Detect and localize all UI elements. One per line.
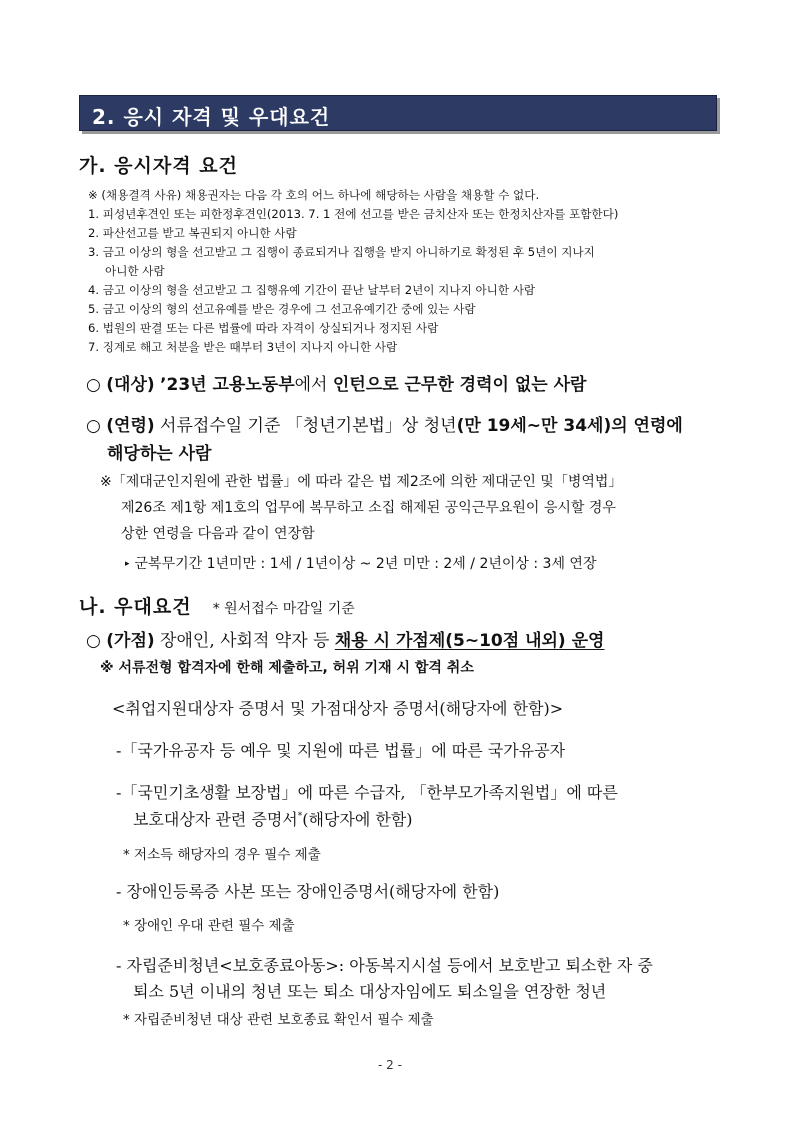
triangle-bullet-icon: ▸ (125, 559, 130, 569)
extension-line (125, 553, 596, 573)
doc-item-suffix: (해당자에 한함) (302, 810, 413, 829)
disqualify-item-cont: 아니한 사람 (105, 264, 165, 278)
age-label: (연령) (106, 416, 155, 436)
bullet-circle: ○ (86, 375, 101, 395)
doc-item: -「국민기초생활 보장법」에 따른 수급자, 「한부모가족지원법」에 따른 (116, 783, 618, 802)
doc-item-note: * 저소득 해당자의 경우 필수 제출 (123, 847, 321, 863)
disqualify-item: 3. 금고 이상의 형을 선고받고 그 집행이 종료되거나 집행을 받지 아니하기로 확정된 후 5년이 지나지 (88, 245, 595, 259)
target-mid: 에서 (294, 375, 328, 395)
doc-item-cont (133, 807, 413, 830)
disqualify-item: 4. 금고 이상의 형을 선고받고 그 집행유예 기간이 끝난 날부터 2년이 지나지 아니한 사람 (88, 283, 536, 297)
age-requirement (86, 411, 683, 436)
target-requirement (86, 370, 586, 395)
disqualify-item: 2. 파산선고를 받고 복권되지 아니한 사람 (88, 226, 297, 240)
page-number: - 2 - (378, 1058, 402, 1072)
doc-item: - 자립준비청년<보호종료아동>: 아동복지시설 등에서 보호받고 퇴소한 자 중 (116, 956, 653, 975)
disqualify-item: 6. 법원의 판결 또는 다른 법률에 따라 자격이 상실되거나 정지된 사람 (88, 321, 439, 335)
section-header-bar (79, 95, 717, 131)
bonus-text: 장애인, 사회적 약자 등 (160, 631, 330, 651)
warning-note: ※ 서류전형 합격자에 한해 제출하고, 허위 기재 시 합격 취소 (100, 660, 474, 676)
bonus-requirement (86, 626, 604, 651)
doc-item-note: * 자립준비청년 대상 관련 보호종료 확인서 필수 제출 (123, 1012, 434, 1028)
disqualify-item: 1. 피성년후견인 또는 피한정후견인(2013. 7. 1 전에 선고를 받은 금치산자 또는 한정치산자를 포함한다) (88, 207, 619, 221)
disqualify-item: 7. 징계로 해고 처분을 받은 때부터 3년이 지나지 아니한 사람 (88, 340, 398, 354)
doc-item: -「국가유공자 등 예우 및 지원에 따른 법률」에 따른 국가유공자 (116, 741, 566, 760)
doc-item-cont: 퇴소 5년 이내의 청년 또는 퇴소 대상자임에도 퇴소일을 연장한 청년 (133, 982, 607, 1001)
disqualify-note: ※ (채용결격 사유) 채용권자는 다음 각 호의 어느 하나에 해당하는 사람을 채용할 수 없다. (88, 188, 540, 202)
doc-item-text: 보호대상자 관련 증명서 (133, 810, 298, 829)
doc-item-note: * 장애인 우대 관련 필수 제출 (123, 918, 295, 934)
military-note-line: ※「제대군인지원에 관한 법률」에 따라 같은 법 제2조에 의한 제대군인 및「병역법」 (100, 474, 623, 490)
docs-title: <취업지원대상자 증명서 및 가점대상자 증명서(해당자에 한함)> (112, 699, 564, 718)
section-b-heading (79, 592, 355, 619)
section-b-basis: * 원서접수 마감일 기준 (212, 601, 355, 617)
doc-item: - 장애인등록증 사본 또는 장애인증명서(해당자에 한함) (116, 882, 500, 901)
military-note-line: 제26조 제1항 제1호의 업무에 복무하고 소집 해제된 공익근무요원이 응시할 경우 (121, 500, 616, 516)
age-requirement-cont (107, 439, 211, 464)
age-strong-1: (만 19세~만 34세)의 연령에 (456, 416, 683, 436)
section-b-title: 나. 우대요건 (79, 596, 192, 618)
target-ministry: ’23년 고용노동부 (160, 375, 295, 395)
bullet-circle: ○ (86, 416, 101, 436)
target-strong: 인턴으로 근무한 경력이 없는 사람 (332, 375, 587, 395)
bullet-circle: ○ (86, 631, 101, 651)
disqualify-item: 5. 금고 이상의 형의 선고유예를 받은 경우에 그 선고유예기간 중에 있는 사람 (88, 302, 476, 316)
section-a-title: 가. 응시자격 요건 (79, 155, 238, 177)
extension-text: 군복무기간 1년미만 : 1세 / 1년이상 ~ 2년 미만 : 2세 / 2년이상 : 3세 연장 (134, 556, 597, 572)
age-strong-2: 해당하는 사람 (107, 444, 212, 464)
bonus-strong: 채용 시 가점제(5~10점 내외) 운영 (334, 631, 605, 651)
footnote-mark: * (297, 811, 303, 822)
bonus-label: (가점) (106, 631, 155, 651)
age-text: 서류접수일 기준 「청년기본법」상 청년 (160, 416, 457, 436)
target-label: (대상) (106, 375, 155, 395)
military-note-line: 상한 연령을 다음과 같이 연장함 (121, 526, 315, 542)
section-header-title: 2. 응시 자격 및 우대요건 (92, 105, 331, 129)
